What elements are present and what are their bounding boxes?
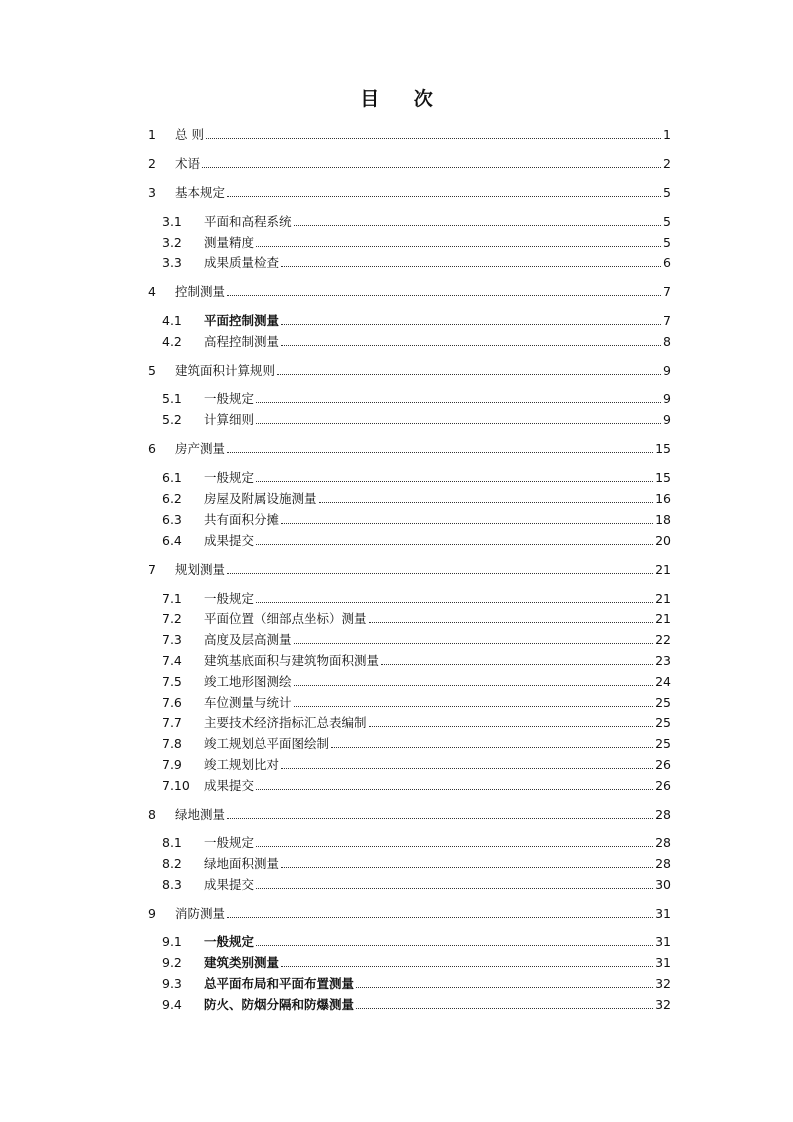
toc-entry-number: 7.1 (162, 591, 182, 606)
dot-leader (281, 768, 653, 769)
dot-leader (256, 945, 653, 946)
toc-entry[interactable] (162, 735, 671, 753)
toc-entry-number: 6.2 (162, 491, 182, 506)
toc-entry[interactable] (162, 532, 671, 550)
toc-entry[interactable] (148, 126, 671, 144)
toc-entry-page: 31 (655, 934, 671, 949)
toc-entry-page: 7 (663, 313, 671, 328)
toc-entry-label: 平面控制测量 (204, 313, 280, 328)
toc-entry-label: 基本规定 (175, 185, 226, 200)
toc-entry-page: 31 (655, 955, 671, 970)
dot-leader (381, 664, 653, 665)
toc-entry-label: 竣工规划总平面图绘制 (204, 736, 330, 751)
toc-entry-page: 9 (663, 363, 671, 378)
toc-entry-number: 7.3 (162, 632, 182, 647)
toc-entry[interactable] (148, 905, 671, 923)
toc-entry-page: 32 (655, 997, 671, 1012)
toc-entry-label: 控制测量 (175, 284, 226, 299)
toc-entry-number: 5.1 (162, 391, 182, 406)
toc-entry-number: 9.3 (162, 976, 182, 991)
toc-entry-label: 平面位置（细部点坐标）测量 (204, 611, 367, 626)
toc-entry-label: 绿地面积测量 (204, 856, 280, 871)
toc-entry-label: 成果提交 (204, 778, 255, 793)
dot-leader (227, 452, 653, 453)
toc-entry-label: 建筑基底面积与建筑物面积测量 (204, 653, 380, 668)
toc-entry[interactable] (148, 283, 671, 301)
toc-entry-label: 测量精度 (204, 235, 255, 250)
toc-entry-number: 6.4 (162, 533, 182, 548)
toc-entry-label: 一般规定 (204, 470, 255, 485)
toc-entry[interactable] (162, 254, 671, 272)
toc-entry[interactable] (162, 411, 671, 429)
toc-entry-number: 9.1 (162, 934, 182, 949)
toc-entry-page: 20 (655, 533, 671, 548)
dot-leader (227, 917, 653, 918)
toc-entry-number: 6.1 (162, 470, 182, 485)
toc-entry-page: 24 (655, 674, 671, 689)
toc-entry-number: 3.2 (162, 235, 182, 250)
toc-entry-number: 6 (148, 441, 156, 456)
toc-entry[interactable] (162, 469, 671, 487)
toc-entry[interactable] (162, 490, 671, 508)
toc-entry-number: 8.1 (162, 835, 182, 850)
dot-leader (294, 706, 654, 707)
toc-entry[interactable] (162, 694, 671, 712)
toc-entry[interactable] (162, 954, 671, 972)
toc-entry[interactable] (162, 234, 671, 252)
toc-entry-page: 31 (655, 906, 671, 921)
dot-leader (227, 818, 653, 819)
toc-entry[interactable] (162, 975, 671, 993)
dot-leader (331, 747, 653, 748)
toc-entry-page: 5 (663, 214, 671, 229)
toc-entry-number: 3 (148, 185, 156, 200)
toc-entry-page: 23 (655, 653, 671, 668)
toc-entry[interactable] (148, 155, 671, 173)
dot-leader (281, 324, 661, 325)
dot-leader (227, 295, 661, 296)
toc-entry[interactable] (162, 511, 671, 529)
dot-leader (256, 888, 653, 889)
toc-entry-page: 28 (655, 856, 671, 871)
toc-entry-page: 25 (655, 736, 671, 751)
toc-entry-number: 9 (148, 906, 156, 921)
toc-entry-number: 7 (148, 562, 156, 577)
toc-entry-label: 成果质量检查 (204, 255, 280, 270)
toc-entry-number: 4.2 (162, 334, 182, 349)
toc-entry[interactable] (162, 673, 671, 691)
toc-entry[interactable] (162, 610, 671, 628)
toc-entry-number: 8.3 (162, 877, 182, 892)
toc-entry[interactable] (148, 362, 671, 380)
toc-entry-label: 消防测量 (175, 906, 226, 921)
toc-entry-page: 9 (663, 412, 671, 427)
toc-entry-page: 7 (663, 284, 671, 299)
toc-entry-page: 15 (655, 441, 671, 456)
toc-entry-number: 3.3 (162, 255, 182, 270)
toc-entry[interactable] (162, 855, 671, 873)
toc-entry-label: 总 则 (175, 127, 204, 142)
toc-entry-number: 7.9 (162, 757, 182, 772)
toc-entry-page: 28 (655, 807, 671, 822)
toc-entry-number: 4 (148, 284, 156, 299)
toc-entry-number: 7.6 (162, 695, 182, 710)
toc-entry[interactable] (162, 996, 671, 1014)
toc-entry-number: 7.2 (162, 611, 182, 626)
dot-leader (256, 423, 661, 424)
dot-leader (281, 345, 661, 346)
toc-entry-number: 2 (148, 156, 156, 171)
dot-leader (319, 502, 654, 503)
toc-entry-number: 5.2 (162, 412, 182, 427)
toc-entry-label: 防火、防烟分隔和防爆测量 (204, 997, 355, 1012)
toc-entry-label: 建筑面积计算规则 (175, 363, 276, 378)
toc-entry[interactable] (162, 590, 671, 608)
dot-leader (277, 374, 661, 375)
toc-entry-page: 22 (655, 632, 671, 647)
toc-entry-page: 32 (655, 976, 671, 991)
toc-entry-label: 高度及层高测量 (204, 632, 292, 647)
toc-entry-page: 2 (663, 156, 671, 171)
toc-entry[interactable] (162, 714, 671, 732)
toc-entry-number: 3.1 (162, 214, 182, 229)
dot-leader (227, 573, 653, 574)
toc-entry-number: 9.2 (162, 955, 182, 970)
toc-entry-page: 8 (663, 334, 671, 349)
dot-leader (256, 402, 661, 403)
toc-entry-page: 9 (663, 391, 671, 406)
toc-entry-number: 7.10 (162, 778, 190, 793)
toc-entry-label: 术语 (175, 156, 201, 171)
toc-entry-number: 6.3 (162, 512, 182, 527)
toc-entry-label: 主要技术经济指标汇总表编制 (204, 715, 367, 730)
toc-entry-number: 7.7 (162, 715, 182, 730)
dot-leader (256, 246, 661, 247)
toc-entry-page: 1 (663, 127, 671, 142)
toc-entry-label: 高程控制测量 (204, 334, 280, 349)
toc-entry-page: 21 (655, 591, 671, 606)
toc-entry[interactable] (162, 213, 671, 231)
toc-entry-label: 建筑类别测量 (204, 955, 280, 970)
dot-leader (202, 167, 661, 168)
toc-entry-number: 7.4 (162, 653, 182, 668)
toc-entry[interactable] (162, 777, 671, 795)
toc-entry[interactable] (162, 333, 671, 351)
toc-entry-number: 8.2 (162, 856, 182, 871)
dot-leader (294, 225, 662, 226)
toc-entry[interactable] (148, 440, 671, 458)
toc-entry-label: 车位测量与统计 (204, 695, 292, 710)
toc-entry-page: 21 (655, 562, 671, 577)
toc-entry-label: 规划测量 (175, 562, 226, 577)
dot-leader (227, 196, 661, 197)
toc-entry[interactable] (148, 806, 671, 824)
dot-leader (281, 266, 661, 267)
toc-title: 目 次 (360, 88, 447, 110)
toc-entry-label: 总平面布局和平面布置测量 (204, 976, 355, 991)
dot-leader (369, 726, 654, 727)
toc-entry-label: 一般规定 (204, 934, 255, 949)
toc-entry-page: 25 (655, 695, 671, 710)
toc-entry[interactable] (162, 756, 671, 774)
dot-leader (369, 622, 654, 623)
toc-entry-page: 25 (655, 715, 671, 730)
toc-entry-page: 30 (655, 877, 671, 892)
dot-leader (256, 602, 653, 603)
dot-leader (281, 867, 653, 868)
toc-entry-page: 26 (655, 757, 671, 772)
toc-entry-number: 5 (148, 363, 156, 378)
toc-entry-label: 成果提交 (204, 533, 255, 548)
toc-entry[interactable] (162, 631, 671, 649)
toc-entry[interactable] (148, 561, 671, 579)
toc-entry[interactable] (162, 312, 671, 330)
dot-leader (256, 846, 653, 847)
toc-entry-number: 7.8 (162, 736, 182, 751)
toc-entry-label: 竣工地形图测绘 (204, 674, 292, 689)
dot-leader (356, 1008, 653, 1009)
toc-entry[interactable] (148, 184, 671, 202)
toc-entry-label: 共有面积分摊 (204, 512, 280, 527)
toc-entry-page: 21 (655, 611, 671, 626)
dot-leader (206, 138, 661, 139)
dot-leader (256, 481, 653, 482)
toc-entry-number: 7.5 (162, 674, 182, 689)
toc-entry-label: 房屋及附属设施测量 (204, 491, 317, 506)
toc-entry[interactable] (162, 834, 671, 852)
dot-leader (281, 523, 653, 524)
toc-entry-page: 28 (655, 835, 671, 850)
toc-entry-label: 一般规定 (204, 591, 255, 606)
toc-entry-number: 4.1 (162, 313, 182, 328)
toc-entry-number: 8 (148, 807, 156, 822)
toc-entry-page: 15 (655, 470, 671, 485)
toc-entry-page: 16 (655, 491, 671, 506)
toc-entry-label: 绿地测量 (175, 807, 226, 822)
toc-entry[interactable] (162, 876, 671, 894)
dot-leader (294, 685, 654, 686)
toc-entry-page: 6 (663, 255, 671, 270)
toc-entry-page: 5 (663, 235, 671, 250)
toc-entry-number: 1 (148, 127, 156, 142)
dot-leader (256, 544, 653, 545)
toc-entry-label: 成果提交 (204, 877, 255, 892)
toc-entry-label: 计算细则 (204, 412, 255, 427)
dot-leader (281, 966, 653, 967)
toc-entry[interactable] (162, 933, 671, 951)
toc-entry-label: 平面和高程系统 (204, 214, 292, 229)
toc-entry-page: 26 (655, 778, 671, 793)
toc-entry-page: 18 (655, 512, 671, 527)
dot-leader (256, 789, 653, 790)
dot-leader (294, 643, 654, 644)
toc-entry-label: 房产测量 (175, 441, 226, 456)
toc-entry-label: 竣工规划比对 (204, 757, 280, 772)
dot-leader (356, 987, 653, 988)
toc-entry-page: 5 (663, 185, 671, 200)
toc-entry-number: 9.4 (162, 997, 182, 1012)
toc-entry-label: 一般规定 (204, 835, 255, 850)
toc-entry[interactable] (162, 390, 671, 408)
toc-entry-label: 一般规定 (204, 391, 255, 406)
toc-entry[interactable] (162, 652, 671, 670)
